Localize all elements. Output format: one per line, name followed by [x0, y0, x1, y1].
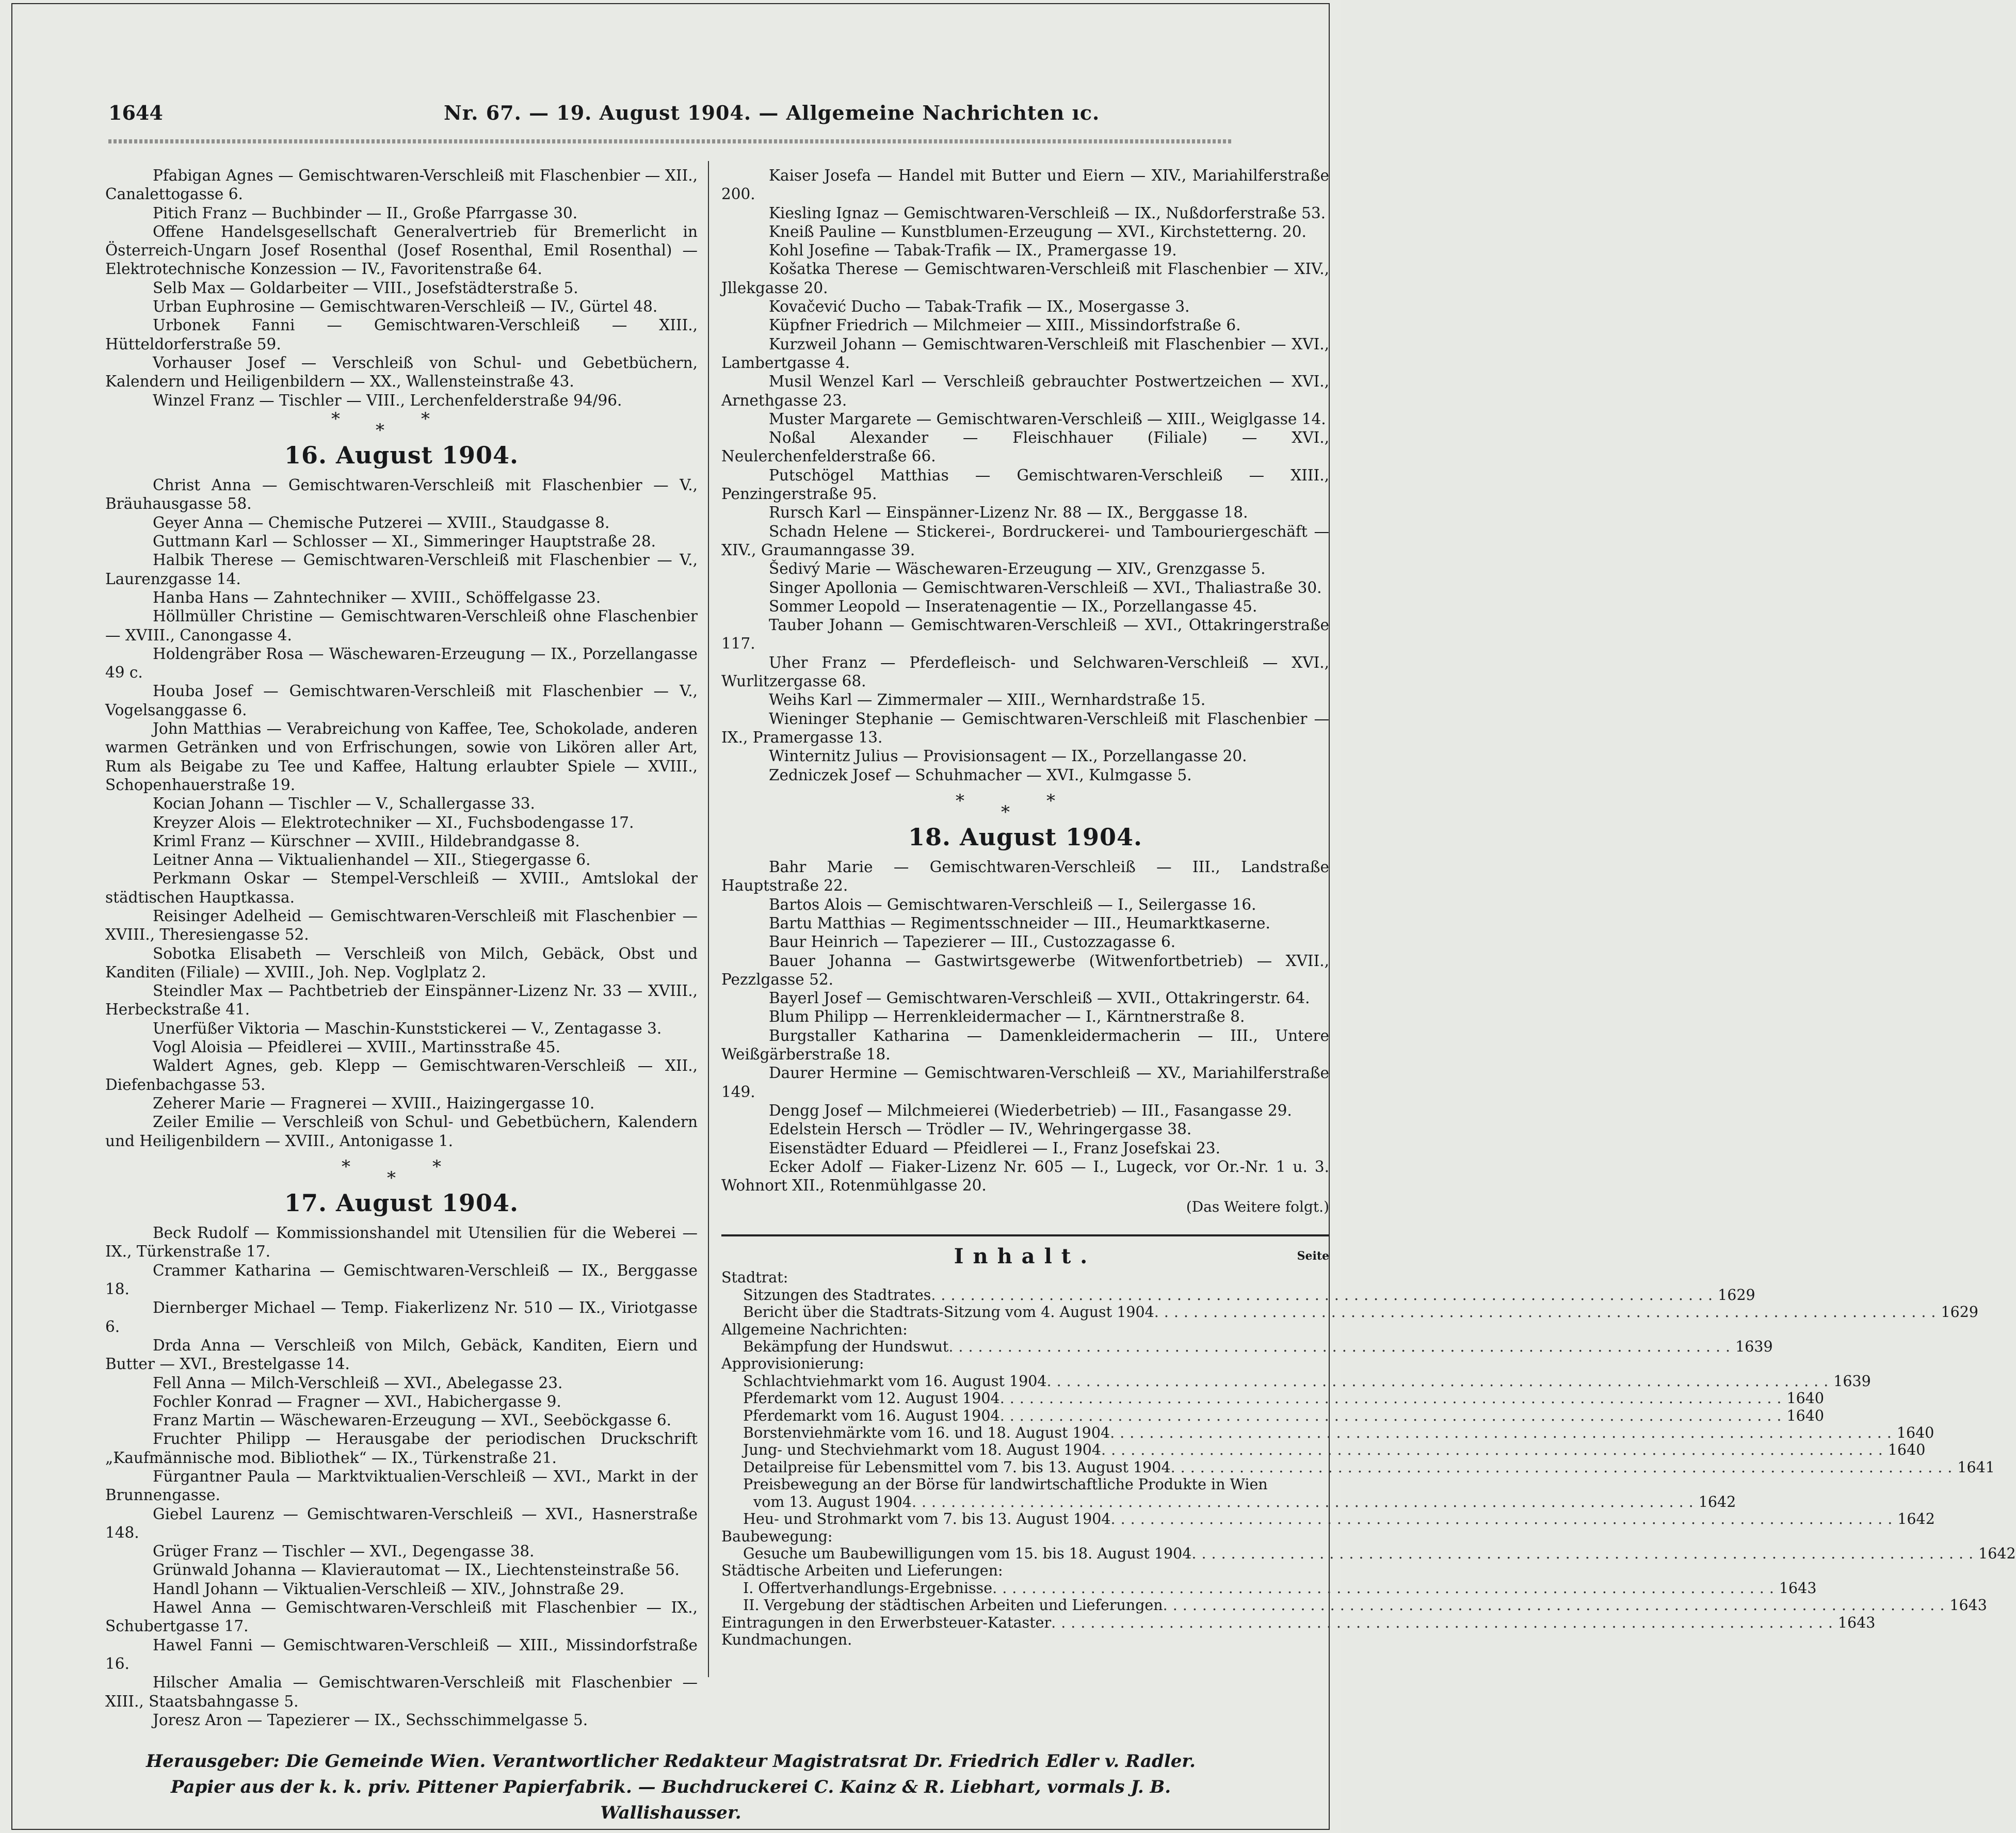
imprint-printer: Papier aus der k. k. priv. Pittener Papierfabrik. — Buchdruckerei C. Kainz & R. Liebhart, vormals J. B. Wallishausser.	[170, 1777, 1171, 1823]
toc-page-column-label: Seite	[1297, 1249, 1329, 1263]
register-entry: Tauber Johann — Gemischtwaren-Verschleiß — XVI., Ottakringerstraße 117.	[721, 616, 1329, 653]
register-entry: Bauer Johanna — Gastwirtsgewerbe (Witwenfortbetrieb) — XVII., Pezzlgasse 52.	[721, 952, 1329, 988]
toc-entry-text: Detailpreise für Lebensmittel vom 7. bis 13. August 1904	[743, 1458, 1171, 1476]
register-entry: Beck Rudolf — Kommissionshandel mit Utensilien für die Weberei — IX., Türkenstraße 17.	[105, 1224, 698, 1261]
toc-leader-dots: ................................................................................	[948, 1338, 1736, 1356]
table-of-contents	[721, 1234, 2016, 1648]
toc-section-heading: Stadtrat:	[721, 1269, 788, 1287]
register-entry: Crammer Katharina — Gemischtwaren-Verschleiß — IX., Berggasse 18.	[105, 1261, 698, 1298]
register-entry: Pfabigan Agnes — Gemischtwaren-Verschleiß mit Flaschenbier — XII., Canalettogasse 6.	[105, 167, 698, 203]
toc-section-heading: Approvisionierung:	[721, 1355, 864, 1373]
register-entry: Daurer Hermine — Gemischtwaren-Verschleiß — XV., Mariahilferstraße 149.	[721, 1064, 1329, 1101]
register-entry: Putschögel Matthias — Gemischtwaren-Verschleiß — XIII., Penzingerstraße 95.	[721, 466, 1329, 503]
register-entry: Vorhauser Josef — Verschleiß von Schul- und Gebetbüchern, Kalendern und Heiligenbildern — XX., Wallensteinstraße 43.	[105, 353, 698, 391]
register-entry: Diernberger Michael — Temp. Fiakerlizenz Nr. 510 — IX., Viriotgasse 6.	[105, 1299, 698, 1336]
register-entry: Weihs Karl — Zimmermaler — XIII., Wernhardstraße 15.	[769, 691, 1206, 709]
register-entry: Kocian Johann — Tischler — V., Schallergasse 33.	[153, 795, 535, 813]
register-entry: Unerfüßer Viktoria — Maschin-Kunststickerei — V., Zentagasse 3.	[153, 1019, 662, 1037]
register-entry: Bartos Alois — Gemischtwaren-Verschleiß — I., Seilergasse 16.	[769, 895, 1256, 913]
register-entry: Hilscher Amalia — Gemischtwaren-Verschleiß mit Flaschenbier — XIII., Staatsbahngasse 5.	[105, 1674, 698, 1710]
toc-leader-dots: ................................................................................	[1101, 1441, 1888, 1459]
register-entry: Zeiler Emilie — Verschleiß von Schul- und Gebetbüchern, Kalendern und Heiligenbildern — XVIII., Antonigasse 1.	[105, 1113, 698, 1150]
toc-entry-text: Eintragungen in den Erwerbsteuer-Kataster	[721, 1614, 1052, 1631]
entry-list-17-august	[105, 1224, 698, 1729]
register-entry: John Matthias — Verabreichung von Kaffee, Tee, Schokolade, anderen warmen Getränken und von Erfrischungen, sowie von Likören aller Art, Rum als Beigabe zu Tee und Kaffee, Haltung erlaubter Spiele — XVIII., Schopenhauerstraße 19.	[105, 720, 698, 794]
register-entry: Perkmann Oskar — Stempel-Verschleiß — XVIII., Amtslokal der städtischen Hauptkassa.	[105, 870, 698, 906]
toc-entry-text: vom 13. August 1904	[753, 1493, 912, 1510]
toc-leader-dots: ................................................................................	[1191, 1545, 1979, 1562]
toc-page-number: 1641	[1957, 1458, 1995, 1476]
toc-page-number: 1643	[1837, 1614, 1876, 1631]
register-entry: Bartu Matthias — Regimentsschneider — III., Heumarktkaserne.	[769, 914, 1270, 932]
register-entry: Grüger Franz — Tischler — XVI., Degengasse 38.	[153, 1542, 535, 1561]
register-entry: Franz Martin — Wäschewaren-Erzeugung — XVI., Seeböckgasse 6.	[153, 1411, 671, 1429]
header-rule	[108, 139, 1233, 143]
register-entry: Bayerl Josef — Gemischtwaren-Verschleiß — XVII., Ottakringerstr. 64.	[769, 989, 1310, 1007]
register-entry: Drda Anna — Verschleiß von Milch, Gebäck, Kanditen, Eiern und Butter — XVI., Brestelgasse 14.	[105, 1336, 698, 1373]
toc-page-number: 1642	[1698, 1493, 1736, 1510]
register-entry: Halbik Therese — Gemischtwaren-Verschleiß mit Flaschenbier — V., Laurenzgasse 14.	[105, 551, 698, 588]
toc-entry	[721, 1510, 1935, 1528]
toc-entry-text: Bekämpfung der Hundswut	[743, 1338, 949, 1356]
toc-entry	[721, 1390, 1824, 1407]
entry-list-17-august-continued	[721, 166, 1329, 784]
register-entry: Steindler Max — Pachtbetrieb der Einspänner-Lizenz Nr. 33 — XVIII., Herbeckstraße 41.	[105, 982, 698, 1019]
register-entry: Fürgantner Paula — Marktviktualien-Verschleiß — XVI., Markt in der Brunnengasse.	[105, 1468, 698, 1504]
register-entry: Urbonek Fanni — Gemischtwaren-Verschleiß — XIII., Hütteldorferstraße 59.	[105, 316, 698, 353]
register-entry: Kohl Josefine — Tabak-Trafik — IX., Pramergasse 19.	[769, 242, 1177, 260]
register-entry: Zeherer Marie — Fragnerei — XVIII., Haizingergasse 10.	[153, 1094, 595, 1112]
toc-entry-text: Borstenviehmärkte vom 16. und 18. August 1904	[743, 1424, 1110, 1442]
section-date-18: 18. August 1904.	[908, 823, 1142, 851]
section-separator-stars: * * *	[331, 408, 430, 441]
toc-entry-text: Sitzungen des Stadtrates	[743, 1286, 931, 1304]
page-title: Nr. 67. — 19. August 1904. — Allgemeine Nachrichten ıc.	[444, 101, 1100, 124]
toc-leader-dots: ................................................................................	[931, 1286, 1718, 1304]
toc-page-number: 1629	[1941, 1304, 1979, 1321]
toc-leader-dots: ................................................................................	[992, 1579, 1779, 1597]
toc-page-number: 1639	[1833, 1372, 1871, 1390]
section-separator-stars: * * *	[342, 1156, 441, 1188]
register-entry: Fruchter Philipp — Herausgabe der periodischen Druckschrift „Kaufmännische mod. Bibliothek“ — IX., Türkenstraße 21.	[105, 1430, 698, 1467]
register-entry: Košatka Therese — Gemischtwaren-Verschleiß mit Flaschenbier — XIV., Jllekgasse 20.	[721, 260, 1329, 297]
toc-leader-dots: ................................................................................	[1051, 1614, 1838, 1631]
toc-leader-dots: ................................................................................	[999, 1407, 1787, 1424]
register-entry: Joresz Aron — Tapezierer — IX., Sechsschimmelgasse 5.	[153, 1711, 588, 1729]
register-entry: Musil Wenzel Karl — Verschleiß gebrauchter Postwertzeichen — XVI., Arnethgasse 23.	[721, 373, 1329, 409]
register-entry: Schadn Helene — Stickerei-, Bordruckerei- und Tambouriergeschäft — XIV., Graumanngasse 39.	[721, 522, 1329, 559]
register-entry: Muster Margarete — Gemischtwaren-Verschleiß — XIII., Weiglgasse 14.	[769, 410, 1326, 428]
imprint	[108, 1748, 1233, 1826]
register-entry: Fochler Konrad — Fragner — XVI., Habichergasse 9.	[153, 1392, 561, 1410]
toc-entry	[721, 1441, 1926, 1459]
register-entry: Reisinger Adelheid — Gemischtwaren-Verschleiß mit Flaschenbier — XVIII., Theresiengasse 52.	[105, 907, 698, 944]
register-entry: Sommer Leopold — Inseratenagentie — IX., Porzellangasse 45.	[769, 597, 1257, 615]
register-entry: Zedniczek Josef — Schuhmacher — XVI., Kulmgasse 5.	[769, 766, 1192, 784]
register-entry: Höllmüller Christine — Gemischtwaren-Verschleiß ohne Flaschenbier — XVIII., Canongasse 4.	[105, 607, 698, 644]
toc-leader-dots: ................................................................................	[1046, 1372, 1834, 1390]
entry-list-16-august	[105, 476, 698, 1150]
toc-page-number: 1640	[1888, 1441, 1926, 1459]
toc-entry-text: Pferdemarkt vom 12. August 1904	[743, 1390, 1000, 1407]
toc-top-rule	[721, 1234, 1329, 1236]
register-entry: Hawel Fanni — Gemischtwaren-Verschleiß — XIII., Missindorfstraße 16.	[105, 1636, 698, 1673]
register-entry: Edelstein Hersch — Trödler — IV., Wehringergasse 38.	[769, 1120, 1192, 1138]
toc-entry	[721, 1458, 1995, 1476]
toc-page-number: 1642	[1897, 1510, 1935, 1528]
register-entry: Kovačević Ducho — Tabak-Trafik — IX., Mosergasse 3.	[769, 298, 1190, 316]
toc-entry	[721, 1493, 1736, 1510]
toc-leader-dots: ................................................................................	[1163, 1597, 1950, 1614]
continuation-note: (Das Weitere folgt.)	[1186, 1198, 1329, 1216]
register-entry: Noßal Alexander — Fleischhauer (Filiale) — XVI., Neulerchenfelderstraße 66.	[721, 429, 1329, 465]
page-number: 1644	[108, 101, 163, 124]
register-entry: Ecker Adolf — Fiaker-Lizenz Nr. 605 — I., Lugeck, vor Or.-Nr. 1 u. 3. Wohnort XII., Rotenmühlgasse 20.	[721, 1157, 1329, 1195]
register-entry: Kurzweil Johann — Gemischtwaren-Verschleiß mit Flaschenbier — XVI., Lambertgasse 4.	[721, 335, 1329, 372]
toc-page-number: 1640	[1786, 1390, 1824, 1407]
toc-page-number: 1643	[1779, 1579, 1817, 1597]
toc-entry-text: Heu- und Strohmarkt vom 7. bis 13. August 1904	[743, 1510, 1111, 1528]
toc-section-heading: Baubewegung:	[721, 1527, 833, 1545]
register-entry: Küpfner Friedrich — Milchmeier — XIII., Missindorfstraße 6.	[769, 316, 1241, 334]
toc-leader-dots: ................................................................................	[1110, 1510, 1898, 1528]
register-entry: Bahr Marie — Gemischtwaren-Verschleiß — III., Landstraße Hauptstraße 22.	[721, 858, 1329, 895]
register-entry: Kreyzer Alois — Elektrotechniker — XI., Fuchsbodengasse 17.	[153, 813, 634, 831]
register-entry: Kneiß Pauline — Kunstblumen-Erzeugung — XVI., Kirchstetterng. 20.	[769, 222, 1307, 240]
register-entry: Holdengräber Rosa — Wäschewaren-Erzeugung — IX., Porzellangasse 49 c.	[105, 645, 698, 682]
toc-section-heading: Allgemeine Nachrichten:	[721, 1321, 908, 1338]
toc-entry	[721, 1286, 1755, 1304]
toc-title: Inhalt.	[954, 1244, 1097, 1268]
toc-page-number: 1629	[1718, 1286, 1755, 1304]
frame-top-line	[12, 3, 1329, 4]
register-entry: Leitner Anna — Viktualienhandel — XII., Stiegergasse 6.	[153, 851, 591, 869]
register-entry: Geyer Anna — Chemische Putzerei — XVIII., Staudgasse 8.	[153, 513, 610, 532]
toc-section-heading: Kundmachungen.	[721, 1631, 852, 1648]
toc-page-number: 1640	[1786, 1407, 1824, 1424]
entry-list-continued	[105, 166, 698, 410]
register-entry: Hanba Hans — Zahntechniker — XVIII., Schöffelgasse 23.	[153, 588, 601, 606]
register-entry: Dengg Josef — Milchmeierei (Wiederbetrieb) — III., Fasangasse 29.	[769, 1101, 1292, 1119]
register-entry: Singer Apollonia — Gemischtwaren-Verschleiß — XVI., Thaliastraße 30.	[769, 578, 1322, 597]
toc-page-number: 1642	[1978, 1545, 2016, 1562]
register-entry: Waldert Agnes, geb. Klepp — Gemischtwaren-Verschleiß — XII., Diefenbachgasse 53.	[105, 1057, 698, 1094]
toc-entry-line	[721, 1476, 1329, 1493]
toc-leader-dots: ................................................................................	[999, 1390, 1787, 1407]
register-entry: Vogl Aloisia — Pfeidlerei — XVIII., Martinsstraße 45.	[153, 1038, 560, 1056]
register-entry: Burgstaller Katharina — Damenkleidermacherin — III., Untere Weißgärberstraße 18.	[721, 1026, 1329, 1064]
register-entry: Christ Anna — Gemischtwaren-Verschleiß mit Flaschenbier — V., Bräuhausgasse 58.	[105, 476, 698, 513]
toc-entry	[721, 1372, 1871, 1390]
toc-leader-dots: ................................................................................	[911, 1493, 1699, 1510]
register-entry: Selb Max — Goldarbeiter — VIII., Josefstädterstraße 5.	[153, 279, 578, 297]
register-entry: Giebel Laurenz — Gemischtwaren-Verschleiß — XVI., Hasnerstraße 148.	[105, 1505, 698, 1541]
register-entry: Blum Philipp — Herrenkleidermacher — I., Kärntnerstraße 8.	[769, 1008, 1245, 1026]
toc-entry	[721, 1424, 1934, 1442]
toc-entry	[721, 1545, 2016, 1562]
register-entry: Baur Heinrich — Tapezierer — III., Custozzagasse 6.	[769, 933, 1176, 951]
register-entry: Uher Franz — Pferdefleisch- und Selchwaren-Verschleiß — XVI., Wurlitzergasse 68.	[721, 653, 1329, 690]
toc-entry	[721, 1304, 1979, 1321]
toc-entry	[721, 1407, 1824, 1424]
section-date-16: 16. August 1904.	[284, 441, 519, 469]
imprint-publisher: Herausgeber: Die Gemeinde Wien. Verantwortlicher Redakteur Magistratsrat Dr. Friedrich Edler v. Radler.	[146, 1751, 1196, 1772]
register-entry: Kaiser Josefa — Handel mit Butter und Eiern — XIV., Mariahilferstraße 200.	[721, 167, 1329, 203]
toc-entry-text: Jung- und Stechviehmarkt vom 18. August 1904	[743, 1441, 1102, 1459]
register-entry: Guttmann Karl — Schlosser — XI., Simmeringer Hauptstraße 28.	[153, 533, 656, 551]
toc-page-number: 1639	[1735, 1338, 1773, 1356]
register-entry: Urban Euphrosine — Gemischtwaren-Verschleiß — IV., Gürtel 48.	[153, 298, 658, 316]
register-entry: Hawel Anna — Gemischtwaren-Verschleiß mit Flaschenbier — IX., Schubertgasse 17.	[105, 1599, 698, 1635]
toc-entry-text: Gesuche um Baubewilligungen vom 15. bis 18. August 1904	[743, 1545, 1192, 1562]
register-entry: Rursch Karl — Einspänner-Lizenz Nr. 88 — IX., Berggasse 18.	[769, 504, 1248, 522]
toc-entry-text: I. Offertverhandlungs-Ergebnisse	[743, 1579, 993, 1597]
register-entry: Grünwald Johanna — Klavierautomat — IX., Liechtensteinstraße 56.	[153, 1561, 680, 1579]
register-entry: Fell Anna — Milch-Verschleiß — XVI., Abelegasse 23.	[153, 1374, 563, 1392]
section-date-17: 17. August 1904.	[284, 1188, 519, 1217]
toc-entry-text: Schlachtviehmarkt vom 16. August 1904	[743, 1372, 1047, 1390]
register-entry: Winzel Franz — Tischler — VIII., Lerchenfelderstraße 94/96.	[153, 391, 622, 409]
register-entry: Eisenstädter Eduard — Pfeidlerei — I., Franz Josefskai 23.	[769, 1139, 1221, 1157]
toc-rows	[721, 1269, 2016, 1648]
register-entry: Kiesling Ignaz — Gemischtwaren-Verschleiß — IX., Nußdorferstraße 53.	[769, 204, 1326, 222]
register-entry: Houba Josef — Gemischtwaren-Verschleiß mit Flaschenbier — V., Vogelsanggasse 6.	[105, 682, 698, 719]
left-column	[105, 166, 698, 1729]
toc-heading	[721, 1244, 1329, 1268]
toc-page-number: 1640	[1896, 1424, 1934, 1442]
toc-entry	[721, 1338, 1773, 1356]
register-entry: Wieninger Stephanie — Gemischtwaren-Verschleiß mit Flaschenbier — IX., Pramergasse 13.	[721, 710, 1329, 746]
toc-entry	[721, 1614, 1876, 1631]
right-column	[721, 166, 1329, 1217]
toc-entry	[721, 1579, 1817, 1597]
register-entry: Šedivý Marie — Wäschewaren-Erzeugung — XIV., Grenzgasse 5.	[769, 560, 1266, 578]
toc-leader-dots: ................................................................................	[1170, 1458, 1958, 1476]
register-entry: Sobotka Elisabeth — Verschleiß von Milch, Gebäck, Obst und Kanditen (Filiale) — XVIII., Joh. Nep. Voglplatz 2.	[105, 944, 698, 981]
toc-entry-text: Pferdemarkt vom 16. August 1904	[743, 1407, 1000, 1424]
entry-list-18-august	[721, 858, 1329, 1195]
register-entry: Handl Johann — Viktualien-Verschleiß — XIV., Johnstraße 29.	[153, 1580, 624, 1598]
column-divider	[708, 161, 709, 1677]
register-entry: Kriml Franz — Kürschner — XVIII., Hildebrandgasse 8.	[153, 832, 580, 850]
page-header	[108, 101, 1233, 132]
register-entry: Winternitz Julius — Provisionsagent — IX., Porzellangasse 20.	[769, 747, 1247, 765]
toc-entry	[721, 1597, 1987, 1614]
toc-leader-dots: ................................................................................	[1154, 1304, 1941, 1321]
frame-bottom-line	[12, 1829, 1329, 1830]
toc-entry-text: II. Vergebung der städtischen Arbeiten und Lieferungen	[743, 1597, 1163, 1614]
register-entry: Pitich Franz — Buchbinder — II., Große Pfarrgasse 30.	[153, 204, 578, 222]
toc-section-heading: Städtische Arbeiten und Lieferungen:	[721, 1562, 1003, 1580]
section-separator-stars: * * *	[956, 790, 1055, 823]
toc-page-number: 1643	[1949, 1597, 1987, 1614]
register-entry: Offene Handelsgesellschaft Generalvertrieb für Bremerlicht in Österreich-Ungarn Josef Rosenthal (Josef Rosenthal, Emil Rosenthal) — Elektrotechnische Konzession — IV., Favoritenstraße 64.	[105, 222, 698, 278]
frame-left-line	[11, 3, 12, 1830]
toc-entry-text: Bericht über die Stadtrats-Sitzung vom 4. August 1904	[743, 1304, 1154, 1321]
toc-leader-dots: ................................................................................	[1110, 1424, 1897, 1442]
toc-entry-text: Preisbewegung an der Börse für landwirtschaftliche Produkte in Wien	[743, 1476, 1268, 1493]
